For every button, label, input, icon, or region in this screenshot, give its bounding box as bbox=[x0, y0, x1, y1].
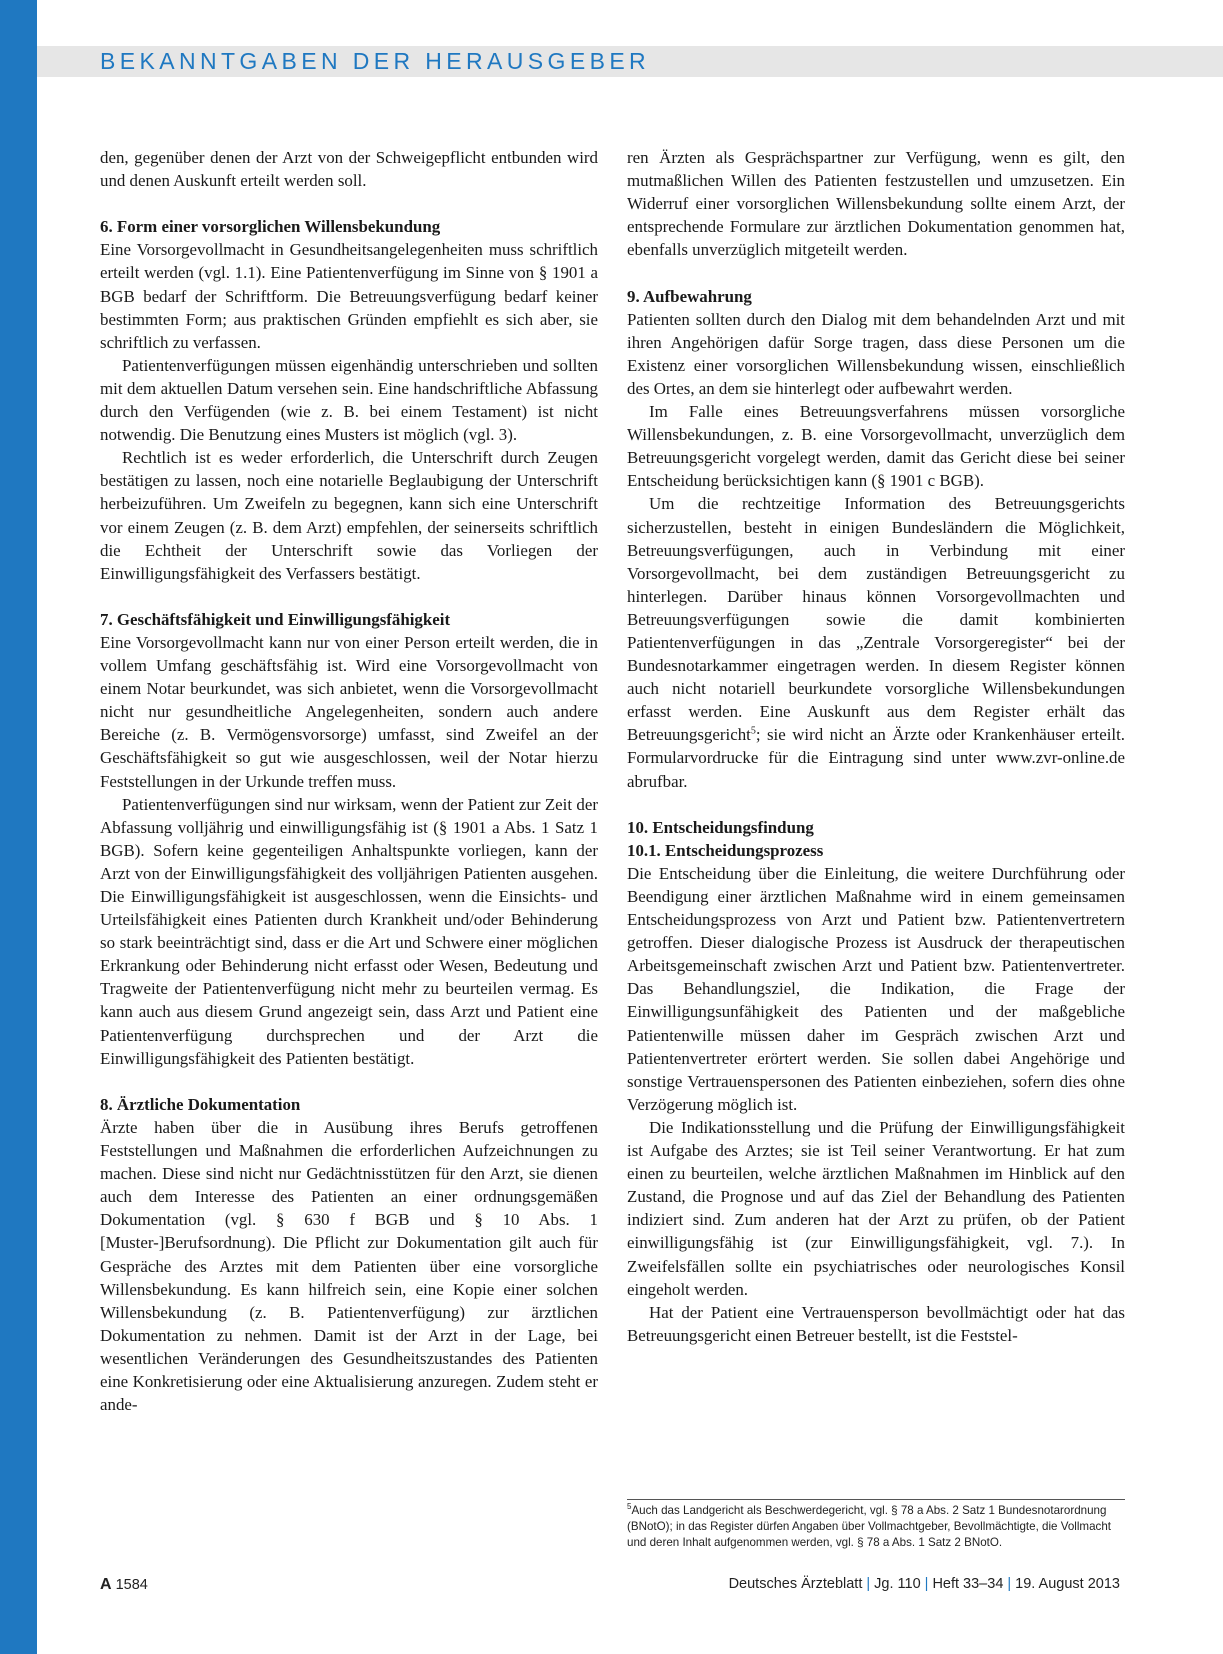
paragraph: Die Entscheidung über die Einleitung, die weitere Durchführung oder Beendigung einer ärztlichen Maßnahme wird in einem gemeinsamen Entscheidungsprozess von Arzt und Patient bzw. Patientenvertretern getroffen. Dieser dialogische Prozess ist Ausdruck der therapeutischen Arbeitsgemeinschaft zwischen Arzt und Patient bzw. Patientenvertreter. Das Behandlungsziel, die Indikation, die Frage der Einwilligungsunfähigkeit des Patienten und der maßgebliche Patientenwille müssen daher im Gespräch zwischen Arzt und Patientenvertreter erörtert werden. Sie sollen dabei Angehörige und sonstige Vertrauenspersonen des Patienten einbeziehen, sofern dies ohne Verzögerung möglich ist. bbox=[627, 863, 1125, 1114]
paragraph-text: ; sie wird nicht an Ärzte oder Krankenhäuser erteilt. Formularvordrucke für die Eintragung sind unter www.zvr-online.de abrufbar. bbox=[627, 725, 1125, 791]
separator: | bbox=[924, 1576, 929, 1592]
left-accent-bar bbox=[0, 0, 37, 1654]
journal-name: Deutsches Ärzteblatt bbox=[728, 1576, 863, 1592]
paragraph-text: Um die rechtzeitige Information des Betreuungsgerichts sicherzustellen, besteht in einigen Bundesländern die Möglichkeit, Betreuungsverfügungen, auch in Verbindung mit einer Vorsorgevollmacht, bei dem zuständigen Betreuungsgericht zu hinterlegen. Darüber hinaus können Vorsorgevollmachten und Betreuungsverfügungen sowie die damit kombinierten Patientenverfügungen in das „Zentrale Vorsorgeregister“ bei der Bundesnotarkammer eingetragen werden. In diesem Register können auch nicht notariell beurkundete vorsorgliche Willensbekundungen erfasst werden. Eine Auskunft aus dem Register erhält das Betreuungsgericht bbox=[627, 494, 1125, 745]
section-heading-9: 9. Aufbewahrung bbox=[627, 286, 752, 306]
subsection-heading-10-1: 10.1. Entscheidungsprozess bbox=[627, 840, 824, 860]
footnote bbox=[627, 1503, 1125, 1551]
left-column bbox=[100, 146, 598, 1416]
issue: Heft 33–34 bbox=[932, 1576, 1004, 1592]
paragraph bbox=[627, 492, 1125, 792]
paragraph: Eine Vorsorgevollmacht kann nur von einer Person erteilt werden, die in vollem Umfang geschäftsfähig ist. Wird eine Vorsorgevollmacht von einem Notar beurkundet, was sich anbietet, wenn die Vorsorgevollmacht nicht nur gesundheitliche Angelegenheiten, sondern auch andere Bereiche (z. B. Vermögensvorsorge) umfasst, sind Zweifel an der Geschäftsfähigkeit so gut wie ausgeschlossen, weil der Notar hierzu Feststellungen in der Urkunde treffen muss. bbox=[100, 632, 598, 791]
publication-date: 19. August 2013 bbox=[1015, 1576, 1120, 1592]
right-column bbox=[627, 146, 1125, 1347]
paragraph: Die Indikationsstellung und die Prüfung der Einwilligungsfähigkeit ist Aufgabe des Arztes; sie ist Teil seiner Verantwortung. Er hat zum einen zu beurteilen, welche ärztlichen Maßnahmen im Hinblick auf den Zustand, die Prognose und auf das Ziel der Behandlung des Patienten indiziert sind. Zum anderen hat der Arzt zu prüfen, ob der Patient einwilligungsfähig ist (zur Einwilligungsfähigkeit, vgl. 7.). In Zweifelsfällen sollte ein psychiatrisches oder neurologisches Konsil eingeholt werden. bbox=[627, 1117, 1125, 1299]
volume: Jg. 110 bbox=[874, 1576, 921, 1592]
section-heading-6: 6. Form einer vorsorglichen Willensbekundung bbox=[100, 217, 441, 237]
paragraph: Im Falle eines Betreuungsverfahrens müssen vorsorgliche Willensbekundungen, z. B. eine Vorsorgevollmacht, unverzüglich dem Betreuungsgericht vorgelegt werden, damit das Gericht diese bei seiner Entscheidung berücksichtigen kann (§ 1901 c BGB). bbox=[627, 402, 1125, 491]
separator: | bbox=[1007, 1576, 1012, 1592]
paragraph: Patientenverfügungen sind nur wirksam, wenn der Patient zur Zeit der Abfassung volljährig und einwilligungsfähig ist (§ 1901 a Abs. 1 Satz 1 BGB). Sofern keine gegenteiligen Anhaltspunkte vorliegen, kann der Arzt von der Einwilligungsfähigkeit des volljährigen Patienten ausgehen. Die Einwilligungsfähigkeit ist ausgeschlossen, wenn die Einsichts- und Urteilsfähigkeit eines Patienten durch Krankheit und/oder Behinderung so stark beeinträchtigt sind, dass er die Art und Schwere einer möglichen Erkrankung oder Behinderung nicht erfasst oder Wesen, Bedeutung und Tragweite der Patientenverfügung nicht mehr zu beurteilen vermag. Es kann auch aus diesem Grund angezeigt sein, dass Arzt und Patient eine Patientenverfügung durchsprechen und der Arzt die Einwilligungsfähigkeit des Patienten bestätigt. bbox=[100, 794, 598, 1068]
paragraph: Eine Vorsorgevollmacht in Gesundheitsangelegenheiten muss schriftlich erteilt werden (vgl. 1.1). Eine Patientenverfügung im Sinne von § 1901 a BGB bedarf der Schriftform. Die Betreuungsverfügung bedarf keiner bestimmten Form; aus praktischen Gründen empfiehlt es sich aber, sie schriftlich zu verfassen. bbox=[100, 240, 598, 352]
page-letter: A bbox=[100, 1576, 112, 1593]
section-heading-10: 10. Entscheidungsfindung bbox=[627, 817, 814, 837]
publication-info bbox=[729, 1576, 1120, 1592]
paragraph: den, gegenüber denen der Arzt von der Schweigepflicht entbunden wird und denen Auskunft erteilt werden soll. bbox=[100, 148, 598, 191]
paragraph: Rechtlich ist es weder erforderlich, die Unterschrift durch Zeugen bestätigen zu lassen, noch eine notarielle Beglaubigung der Unterschrift herbeizuführen. Um Zweifeln zu begegnen, kann sich eine Unterschrift vor einem Zeugen (z. B. dem Arzt) empfehlen, der seinerseits schriftlich die Echtheit der Unterschrift sowie das Vorliegen der Einwilligungsfähigkeit des Verfassers bestätigt. bbox=[100, 448, 598, 583]
footnote-text: Auch das Landgericht als Beschwerdegericht, vgl. § 78 a Abs. 2 Satz 1 Bundesnotarordnung (BNotO); in das Register dürfen Angaben über Vollmachtgeber, Bevollmächtigte, die Vollmacht und deren Inhalt aufgenommen werden, vgl. § 78 a Abs. 1 Satz 2 BNotO. bbox=[627, 1504, 1111, 1549]
paragraph: Ärzte haben über die in Ausübung ihres Berufs getroffenen Feststellungen und Maßnahmen die erforderlichen Aufzeichnungen zu machen. Diese sind nicht nur Gedächtnisstützen für den Arzt, sie dienen auch dem Interesse des Patienten an einer ordnungsgemäßen Dokumentation (vgl. § 630 f BGB und § 10 Abs. 1 [Muster-]Berufsordnung). Die Pflicht zur Dokumentation gilt auch für Gespräche des Arztes mit dem Patienten über eine vorsorgliche Willensbekundung. Es kann hilfreich sein, eine Kopie einer solchen Willensbekundung (z. B. Patientenverfügung) zur ärztlichen Dokumentation zu nehmen. Damit ist der Arzt in der Lage, bei wesentlichen Veränderungen des Gesundheitszustandes des Patienten eine Konkretisierung oder eine Aktualisierung anzuregen. Zudem steht er ande- bbox=[100, 1117, 598, 1415]
section-heading-8: 8. Ärztliche Dokumentation bbox=[100, 1094, 301, 1114]
separator: | bbox=[866, 1576, 871, 1592]
section-heading-7: 7. Geschäftsfähigkeit und Einwilligungsfähigkeit bbox=[100, 609, 451, 629]
footnote-divider bbox=[627, 1499, 1125, 1500]
page-number bbox=[100, 1576, 148, 1594]
section-header-title: BEKANNTGABEN DER HERAUSGEBER bbox=[100, 48, 651, 74]
page-number-value: 1584 bbox=[115, 1577, 148, 1593]
footnote-reference[interactable]: 5 bbox=[750, 725, 756, 737]
paragraph: Patienten sollten durch den Dialog mit dem behandelnden Arzt und mit ihren Angehörigen dafür Sorge tragen, dass diese Personen um die Existenz einer vorsorglichen Willensbekundung wissen, einschließlich des Ortes, an dem sie hinterlegt oder aufbewahrt werden. bbox=[627, 309, 1125, 398]
paragraph: ren Ärzten als Gesprächspartner zur Verfügung, wenn es gilt, den mutmaßlichen Willen des Patienten festzustellen und umzusetzen. Ein Widerruf einer vorsorglichen Willensbekundung sollte einem Arzt, der entsprechende Formulare zur ärztlichen Dokumentation genommen hat, ebenfalls unverzüglich mitgeteilt werden. bbox=[627, 148, 1125, 260]
footnote-mark: 5 bbox=[627, 1502, 632, 1512]
paragraph: Hat der Patient eine Vertrauensperson bevollmächtigt oder hat das Betreuungsgericht einen Betreuer bestellt, ist die Feststel- bbox=[627, 1302, 1125, 1345]
paragraph: Patientenverfügungen müssen eigenhändig unterschrieben und sollten mit dem aktuellen Datum versehen sein. Eine handschriftliche Abfassung durch den Verfügenden (wie z. B. bei einem Testament) ist nicht notwendig. Die Benutzung eines Musters ist möglich (vgl. 3). bbox=[100, 355, 598, 445]
